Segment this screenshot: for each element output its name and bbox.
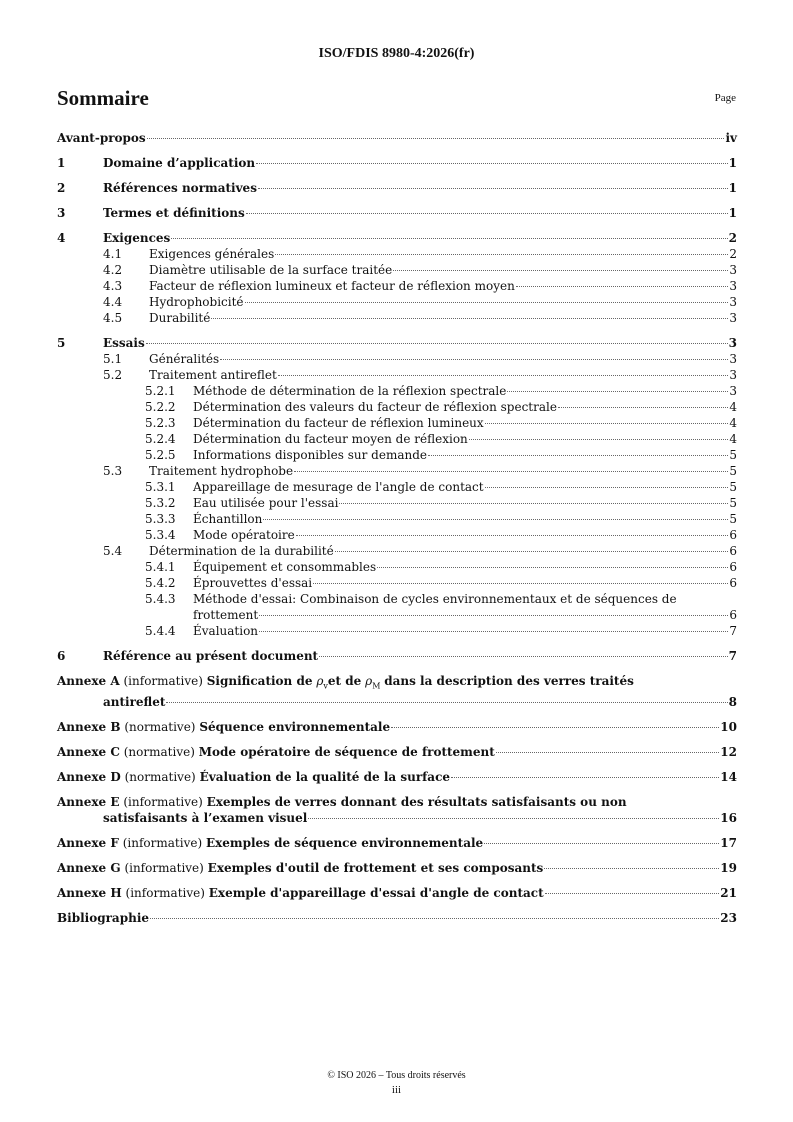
toc-section-number: 5.2.2 xyxy=(145,400,176,414)
annex-label: Annexe G xyxy=(57,861,121,876)
toc-section-number: 5.4 xyxy=(103,544,123,558)
toc-entry-5-2[interactable] xyxy=(57,367,737,383)
toc-entry-title: Traitement hydrophobe xyxy=(149,464,294,478)
toc-section-number: 5.2.3 xyxy=(145,416,176,430)
leader-dots xyxy=(544,868,719,869)
toc-entry-annex-f[interactable] xyxy=(57,835,737,851)
toc-entry-5-3-3[interactable] xyxy=(57,511,737,527)
toc-page-number: 17 xyxy=(720,836,737,851)
toc-section-number: 5.4.2 xyxy=(145,576,176,590)
annex-label: Annexe E xyxy=(57,795,120,810)
copyright-notice: © ISO 2026 – Tous droits réservés xyxy=(327,1070,466,1081)
toc-entry-title: Signification de xyxy=(206,674,313,688)
toc-page-number: 5 xyxy=(729,512,737,526)
leader-dots xyxy=(496,752,720,753)
toc-page-number: 3 xyxy=(729,295,737,309)
toc-entry-title: et de xyxy=(327,674,362,688)
rho-symbol: ρ xyxy=(365,674,373,688)
toc-section-number: 5.2.1 xyxy=(145,384,176,398)
toc-page-number: 7 xyxy=(729,624,737,638)
toc-entry-title-cont: antireflet xyxy=(103,695,166,710)
leader-dots xyxy=(246,213,728,214)
toc-section-number: 4.2 xyxy=(103,263,123,277)
toc-page-number: 2 xyxy=(729,247,737,261)
toc-entry-1[interactable] xyxy=(57,155,737,171)
annex-kind: (informative) xyxy=(123,795,203,810)
toc-section-number: 5 xyxy=(57,336,66,350)
toc-entry-title: Domaine d’application xyxy=(103,156,256,170)
toc-entry-avant-propos[interactable] xyxy=(57,130,737,146)
toc-entry-annex-a[interactable] xyxy=(57,673,737,710)
toc-entry-title: Exigences générales xyxy=(149,247,275,261)
toc-entry-title: Mode opératoire xyxy=(193,528,295,542)
toc-page-number: 5 xyxy=(729,496,737,510)
toc-page-number: 6 xyxy=(729,576,737,590)
leader-dots xyxy=(391,727,719,728)
toc-page-number: 1 xyxy=(728,206,737,220)
leader-dots xyxy=(294,471,728,472)
leader-dots xyxy=(428,455,728,456)
annex-kind: (informative) xyxy=(123,674,203,688)
toc-page-number: 3 xyxy=(728,336,737,350)
toc-entry-title: Séquence environnementale xyxy=(199,720,391,735)
annex-kind: (normative) xyxy=(123,745,195,760)
toc-entry-line xyxy=(57,794,737,810)
annex-kind: (informative) xyxy=(122,836,203,851)
leader-dots xyxy=(339,503,728,504)
toc-entry-annex-b[interactable] xyxy=(57,719,737,735)
toc-entry-4-3[interactable] xyxy=(57,278,737,294)
toc-entry-title: Équipement et consommables xyxy=(193,560,377,574)
toc-entry-4[interactable] xyxy=(57,230,737,246)
annex-label: Annexe A xyxy=(57,674,120,688)
toc-section-number: 5.4.1 xyxy=(145,560,176,574)
leader-dots xyxy=(545,893,720,894)
toc-entry-title: Traitement antireflet xyxy=(149,368,277,382)
rho-symbol: ρ xyxy=(316,674,324,688)
leader-dots xyxy=(275,254,728,255)
leader-dots xyxy=(278,375,728,376)
toc-entry-line xyxy=(57,591,737,607)
toc-entry-title: Hydrophobicité xyxy=(149,295,244,309)
toc-entry-title: Détermination du facteur moyen de réflexion xyxy=(193,432,468,446)
table-of-contents xyxy=(57,130,737,926)
leader-dots xyxy=(171,238,727,239)
toc-entry-5-2-3[interactable] xyxy=(57,415,737,431)
subscript-v: v xyxy=(323,681,328,691)
toc-entry-5-3-2[interactable] xyxy=(57,495,737,511)
annex-kind: (normative) xyxy=(124,720,196,735)
toc-entry-title: Éprouvettes d'essai xyxy=(193,576,313,590)
toc-section-number: 6 xyxy=(57,649,66,663)
subscript-m: M xyxy=(372,681,381,691)
leader-dots xyxy=(516,286,728,287)
page-title: Sommaire xyxy=(57,86,149,110)
toc-section-number: 5.2.5 xyxy=(145,448,176,462)
leader-dots xyxy=(258,188,728,189)
toc-section-number: 3 xyxy=(57,206,66,220)
annex-kind: (normative) xyxy=(124,770,196,785)
toc-entry-3[interactable] xyxy=(57,205,737,221)
toc-page-number: 6 xyxy=(729,608,737,622)
page-number: iii xyxy=(391,1084,402,1096)
toc-entry-title: Durabilité xyxy=(149,311,211,325)
toc-page-number: 3 xyxy=(729,311,737,325)
toc-entry-title: Exemple d'appareillage d'essai d'angle de contact xyxy=(208,886,544,901)
toc-entry-annex-e[interactable] xyxy=(57,794,737,826)
toc-entry-title: Échantillon xyxy=(193,512,263,526)
toc-page-number: 4 xyxy=(729,432,737,446)
toc-section-number: 4 xyxy=(57,231,66,245)
toc-entry-4-5[interactable] xyxy=(57,310,737,326)
leader-dots xyxy=(146,343,728,344)
page-footer xyxy=(0,1069,793,1097)
annex-label: Annexe C xyxy=(57,745,120,760)
toc-entry-bibliographie[interactable] xyxy=(57,910,737,926)
leader-dots xyxy=(245,302,728,303)
toc-section-number: 4.4 xyxy=(103,295,123,309)
toc-entry-title: Mode opératoire de séquence de frottement xyxy=(198,745,495,760)
leader-dots xyxy=(469,439,728,440)
toc-entry-title-cont: satisfaisants à l’examen visuel xyxy=(103,811,308,826)
toc-entry-title: Bibliographie xyxy=(57,911,150,926)
toc-page-number: 1 xyxy=(728,181,737,195)
toc-page-number: 21 xyxy=(720,886,737,901)
toc-entry-line xyxy=(57,810,737,826)
toc-entry-2[interactable] xyxy=(57,180,737,196)
toc-section-number: 5.3.4 xyxy=(145,528,176,542)
toc-entry-5-2-2[interactable] xyxy=(57,399,737,415)
leader-dots xyxy=(256,163,728,164)
toc-section-number: 5.4.3 xyxy=(145,592,176,606)
toc-entry-annex-c[interactable] xyxy=(57,744,737,760)
annex-label: Annexe B xyxy=(57,720,121,735)
toc-page-number: 19 xyxy=(720,861,737,876)
toc-page-number: 2 xyxy=(728,231,737,245)
toc-page-number: 5 xyxy=(729,448,737,462)
toc-page-number: 5 xyxy=(729,480,737,494)
toc-entry-title: Évaluation de la qualité de la surface xyxy=(199,770,451,785)
toc-page-number: 12 xyxy=(720,745,737,760)
page-column-label: Page xyxy=(714,92,736,104)
toc-page-number: 4 xyxy=(729,400,737,414)
toc-page-number: 7 xyxy=(728,649,737,663)
toc-page-number: 3 xyxy=(729,263,737,277)
toc-entry-title: Essais xyxy=(103,336,145,350)
leader-dots xyxy=(211,318,728,319)
toc-entry-title: Exemples de séquence environnementale xyxy=(205,836,484,851)
toc-page-number: 14 xyxy=(720,770,737,785)
leader-dots xyxy=(308,818,719,819)
toc-entry-title: Informations disponibles sur demande xyxy=(193,448,427,462)
toc-section-number: 5.4.4 xyxy=(145,624,176,638)
toc-section-number: 5.2 xyxy=(103,368,123,382)
annex-label: Annexe H xyxy=(57,886,122,901)
toc-entry-title: Diamètre utilisable de la surface traitée xyxy=(149,263,393,277)
toc-page-number: 5 xyxy=(729,464,737,478)
toc-page-number: 3 xyxy=(729,368,737,382)
leader-dots xyxy=(147,138,725,139)
toc-entry-title: Facteur de réflexion lumineux et facteur de réflexion moyen xyxy=(149,279,515,293)
toc-entry-5-4-4[interactable] xyxy=(57,623,737,639)
toc-entry-5-2-1[interactable] xyxy=(57,383,737,399)
leader-dots xyxy=(259,631,728,632)
toc-entry-5-4-3[interactable] xyxy=(57,591,737,623)
toc-entry-title: Termes et définitions xyxy=(103,206,245,220)
leader-dots xyxy=(393,270,728,271)
toc-section-number: 5.3.3 xyxy=(145,512,176,526)
toc-entry-5-3-1[interactable] xyxy=(57,479,737,495)
toc-page-number: 3 xyxy=(729,352,737,366)
toc-entry-title: Méthode de détermination de la réflexion spectrale xyxy=(193,384,507,398)
toc-entry-5-4-2[interactable] xyxy=(57,575,737,591)
toc-entry-5[interactable] xyxy=(57,335,737,351)
toc-entry-5-4[interactable] xyxy=(57,543,737,559)
toc-page-number: 8 xyxy=(728,695,737,710)
toc-entry-line xyxy=(57,673,737,694)
toc-entry-annex-d[interactable] xyxy=(57,769,737,785)
toc-entry-title: Exigences xyxy=(103,231,171,245)
toc-page-number: 23 xyxy=(720,911,737,926)
toc-section-number: 1 xyxy=(57,156,66,170)
toc-entry-6[interactable] xyxy=(57,648,737,664)
toc-section-number: 5.3.2 xyxy=(145,496,176,510)
toc-entry-line xyxy=(57,607,737,623)
toc-section-number: 4.3 xyxy=(103,279,123,293)
toc-section-number: 5.2.4 xyxy=(145,432,176,446)
leader-dots xyxy=(484,843,719,844)
toc-entry-line xyxy=(57,694,737,710)
leader-dots xyxy=(319,656,728,657)
toc-section-number: 4.5 xyxy=(103,311,123,325)
leader-dots xyxy=(485,423,728,424)
leader-dots xyxy=(150,918,719,919)
toc-entry-title: Méthode d'essai: Combinaison de cycles environnementaux et de séquences de xyxy=(193,592,677,606)
toc-entry-title: Référence au présent document xyxy=(103,649,319,663)
toc-page-number: 4 xyxy=(729,416,737,430)
leader-dots xyxy=(335,551,728,552)
toc-entry-title: Eau utilisée pour l'essai xyxy=(193,496,339,510)
toc-entry-5-3[interactable] xyxy=(57,463,737,479)
leader-dots xyxy=(485,487,728,488)
leader-dots xyxy=(558,407,728,408)
toc-entry-title: dans la description des verres traités xyxy=(384,674,634,688)
toc-page-number: 6 xyxy=(729,544,737,558)
toc-entry-title: Appareillage de mesurage de l'angle de contact xyxy=(193,480,484,494)
leader-dots xyxy=(313,583,728,584)
toc-entry-5-2-4[interactable] xyxy=(57,431,737,447)
toc-entry-5-1[interactable] xyxy=(57,351,737,367)
annex-label: Annexe D xyxy=(57,770,121,785)
toc-page-number: 3 xyxy=(729,384,737,398)
leader-dots xyxy=(220,359,728,360)
toc-page-number: 3 xyxy=(729,279,737,293)
toc-entry-title: Exemples de verres donnant des résultats satisfaisants ou non xyxy=(206,795,627,810)
annex-kind: (informative) xyxy=(124,861,204,876)
document-id-header: ISO/FDIS 8980-4:2026(fr) xyxy=(318,46,475,61)
toc-page-number: 6 xyxy=(729,560,737,574)
toc-entry-title: Évaluation xyxy=(193,624,259,638)
toc-entry-annex-h[interactable] xyxy=(57,885,737,901)
toc-entry-title: Détermination du facteur de réflexion lumineux xyxy=(193,416,484,430)
toc-entry-4-2[interactable] xyxy=(57,262,737,278)
toc-section-number: 5.3.1 xyxy=(145,480,176,494)
annex-label: Annexe F xyxy=(57,836,119,851)
toc-entry-5-4-1[interactable] xyxy=(57,559,737,575)
toc-page-number: 1 xyxy=(728,156,737,170)
toc-page-number: iv xyxy=(725,131,737,145)
toc-entry-title: Exemples d'outil de frottement et ses composants xyxy=(207,861,544,876)
toc-section-number: 5.3 xyxy=(103,464,123,478)
toc-page-number: 6 xyxy=(729,528,737,542)
toc-entry-5-2-5[interactable] xyxy=(57,447,737,463)
annex-kind: (informative) xyxy=(125,886,205,901)
toc-entry-title: Avant-propos xyxy=(57,131,146,145)
leader-dots xyxy=(263,519,728,520)
leader-dots xyxy=(507,391,728,392)
leader-dots xyxy=(377,567,728,568)
toc-section-number: 4.1 xyxy=(103,247,123,261)
toc-entry-annex-g[interactable] xyxy=(57,860,737,876)
toc-entry-5-3-4[interactable] xyxy=(57,527,737,543)
toc-entry-4-1[interactable] xyxy=(57,246,737,262)
leader-dots xyxy=(166,702,727,703)
toc-entry-title: Détermination des valeurs du facteur de réflexion spectrale xyxy=(193,400,557,414)
toc-entry-4-4[interactable] xyxy=(57,294,737,310)
toc-entry-title: Références normatives xyxy=(103,181,257,195)
toc-entry-title-cont: frottement xyxy=(193,608,259,622)
toc-page-number: 16 xyxy=(720,811,737,826)
toc-section-number: 5.1 xyxy=(103,352,123,366)
leader-dots xyxy=(259,615,728,616)
toc-page-number: 10 xyxy=(720,720,737,735)
toc-entry-title: Généralités xyxy=(149,352,220,366)
leader-dots xyxy=(451,777,719,778)
leader-dots xyxy=(296,535,728,536)
toc-entry-title: Détermination de la durabilité xyxy=(149,544,334,558)
toc-section-number: 2 xyxy=(57,181,66,195)
